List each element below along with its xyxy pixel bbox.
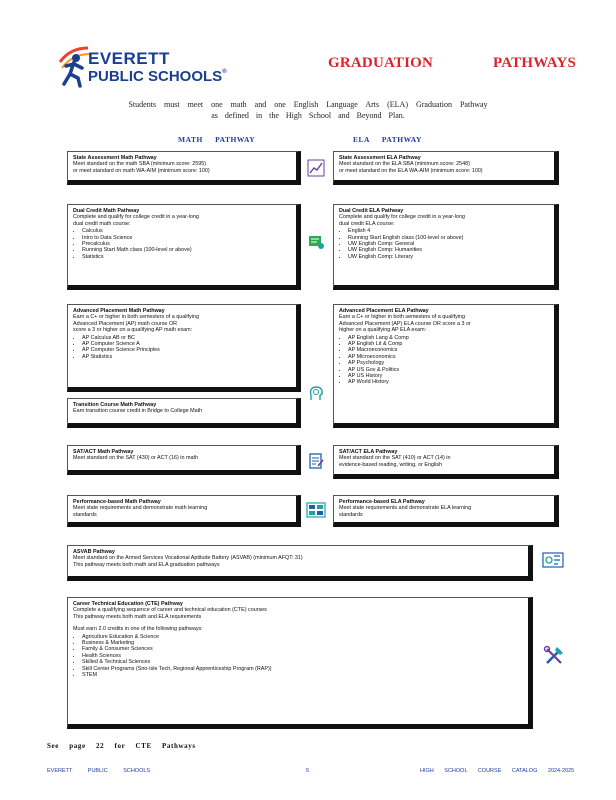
- test-sheet-icon: [306, 451, 326, 471]
- math-transition-box: [67, 398, 301, 428]
- chart-icon: [306, 158, 326, 178]
- box-line: higher on a qualifying AP ELA exam:: [339, 327, 427, 334]
- box-title: Transition Course Math Pathway: [73, 402, 157, 408]
- box-line: Complete a qualifying sequence of career and technical education (CTE) courses: [73, 607, 267, 614]
- logo-line2: PUBLIC SCHOOLS®: [88, 68, 227, 85]
- list-item: • Skilled & Technical Sciences: [82, 659, 523, 665]
- box-line: Meet standard on the ELA SBA (minimum score: 2548): [339, 161, 470, 168]
- box-line: dual credit ELA course:: [339, 220, 395, 227]
- list-item: • AP English Lit & Comp: [348, 341, 549, 347]
- diploma-icon: [306, 232, 326, 252]
- cte-box: [67, 597, 533, 729]
- course-list: [339, 335, 549, 386]
- list-item: • Business & Marketing: [82, 640, 523, 646]
- box-title: SAT/ACT ELA Pathway: [339, 449, 398, 455]
- box-line: This pathway meets both math and ELA graduation pathways: [73, 561, 220, 568]
- ela-ap-box: [333, 304, 559, 428]
- box-line: Earn a C+ or higher in both semesters of a qualifying: [73, 314, 200, 321]
- ela-column-heading: ELA PATHWAY: [353, 135, 422, 144]
- list-item: • STEM: [82, 672, 523, 678]
- box-title: State Assessment ELA Pathway: [339, 155, 421, 161]
- district-logo: [58, 44, 248, 88]
- military-tools-icon: [541, 550, 565, 570]
- box-line: Complete and qualify for college credit in a year-long: [73, 214, 199, 221]
- list-item: • Precalculus: [82, 241, 291, 247]
- hammer-wrench-icon: [542, 646, 566, 666]
- box-title: Performance-based Math Pathway: [73, 499, 161, 505]
- math-sat-act-box: [67, 445, 301, 475]
- list-item: • AP Macroeconomics: [348, 347, 549, 353]
- box-line: Meet standard on the SAT (410) or ACT (14) in: [339, 455, 451, 462]
- list-item: • UW English Comp: General: [348, 241, 549, 247]
- list-item: • AP Psychology: [348, 360, 549, 366]
- footer-right: HIGH SCHOOL COURSE CATALOG 2024-2025: [420, 768, 575, 774]
- box-line: or meet standard on math WA-AIM (minimum score: 100): [73, 167, 210, 174]
- list-item: • Running Start English class (100-level or above): [348, 235, 549, 241]
- box-line: Meet state requirements and demonstrate ELA learning: [339, 505, 472, 512]
- box-line: Advanced Placement (AP) math course OR: [73, 320, 177, 327]
- course-list: [73, 228, 291, 260]
- math-performance-box: [67, 495, 301, 527]
- box-line: or meet standard on the ELA WA-AIM (minimum score: 100): [339, 167, 483, 174]
- asvab-box: [67, 545, 533, 581]
- intro-line2: as defined in the High School and Beyond Plan.: [211, 111, 405, 120]
- box-line: standards: [339, 511, 363, 518]
- box-title: SAT/ACT Math Pathway: [73, 449, 134, 455]
- box-title: Dual Credit Math Pathway: [73, 208, 140, 214]
- list-item: • AP Computer Science Principles: [82, 347, 291, 353]
- box-title: Performance-based ELA Pathway: [339, 499, 425, 505]
- ela-sat-act-box: [333, 445, 559, 479]
- list-item: • Calculus: [82, 228, 291, 234]
- box-line: Meet standard on the math SBA (minimum score: 2595): [73, 161, 207, 168]
- portfolio-icon: [306, 500, 326, 520]
- box-line: Must earn 2.0 credits in one of the following pathways:: [73, 626, 203, 633]
- list-item: • English 4: [348, 228, 549, 234]
- list-item: • AP US History: [348, 373, 549, 379]
- ela-state-assessment-box: [333, 151, 559, 185]
- pathway-list: [73, 634, 523, 679]
- runner-icon: [58, 44, 92, 88]
- math-dual-credit-box: [67, 204, 301, 290]
- box-line: Earn transition course credit in Bridge to College Math: [73, 408, 203, 415]
- intro-line1: Students must meet one math and one English Language Arts (ELA) Graduation Pathway: [128, 100, 488, 109]
- box-line: Meet standard on the Armed Services Vocational Aptitude Battery (ASVAB) (minimum AFQT: 31): [73, 555, 303, 562]
- list-item: • Intro to Data Science: [82, 235, 291, 241]
- box-line: Meet state requirements and demonstrate math learning: [73, 505, 208, 512]
- footer-left: EVERETT PUBLIC SCHOOLS: [47, 768, 151, 774]
- box-line: dual credit math course:: [73, 220, 131, 227]
- box-title: Advanced Placement ELA Pathway: [339, 308, 429, 314]
- ela-performance-box: [333, 495, 559, 527]
- box-line: This pathway meets both math and ELA requirements: [73, 613, 202, 620]
- intro-text: [60, 99, 556, 121]
- math-column-heading: MATH PATHWAY: [178, 135, 256, 144]
- page-number: 5: [306, 768, 310, 774]
- list-item: • AP English Lang & Comp: [348, 335, 549, 341]
- math-state-assessment-box: [67, 151, 301, 185]
- list-item: • AP Calculus AB or BC: [82, 335, 291, 341]
- list-item: • AP Computer Science A: [82, 341, 291, 347]
- box-line: Earn a C+ or higher in both semesters of a qualifying: [339, 314, 466, 321]
- box-title: State Assessment Math Pathway: [73, 155, 157, 161]
- box-line: evidence-based reading, writing, or English: [339, 461, 443, 468]
- box-title: Advanced Placement Math Pathway: [73, 308, 165, 314]
- list-item: • Running Start Math class (100-level or above): [82, 247, 291, 253]
- list-item: • UW English Comp: Literary: [348, 254, 549, 260]
- list-item: • AP US Gov & Politics: [348, 367, 549, 373]
- box-line: standards: [73, 511, 97, 518]
- box-title: Career Technical Education (CTE) Pathway: [73, 601, 183, 607]
- list-item: • UW English Comp: Humanities: [348, 247, 549, 253]
- course-list: [73, 335, 291, 361]
- list-item: • AP Microeconomics: [348, 354, 549, 360]
- logo-line1: EVERETT: [88, 49, 170, 68]
- list-item: • Skill Center Programs (Sno-Isle Tech, Regional Apprenticeship Program (RAP)): [82, 666, 523, 672]
- course-list: [339, 228, 549, 260]
- box-line: Complete and qualify for college credit in a year-long: [339, 214, 465, 221]
- box-title: Dual Credit ELA Pathway: [339, 208, 404, 214]
- box-line: Advanced Placement (AP) ELA course OR score a 3 or: [339, 320, 471, 327]
- box-title: ASVAB Pathway: [73, 549, 115, 555]
- list-item: • Agriculture Education & Science: [82, 634, 523, 640]
- list-item: • AP World History: [348, 379, 549, 385]
- brain-head-icon: [306, 383, 326, 403]
- box-line: score a 3 or higher on a qualifying AP math exam:: [73, 327, 193, 334]
- list-item: • Health Sciences: [82, 653, 523, 659]
- box-line: Meet standard on the SAT (430) or ACT (16) in math: [73, 455, 198, 462]
- list-item: • Statistics: [82, 254, 291, 260]
- ela-dual-credit-box: [333, 204, 559, 290]
- cte-reference-note: See page 22 for CTE Pathways: [47, 742, 196, 750]
- page-title: GRADUATION PATHWAYS: [328, 55, 577, 71]
- list-item: • Family & Consumer Sciences: [82, 646, 523, 652]
- list-item: • AP Statistics: [82, 354, 291, 360]
- math-ap-box: [67, 304, 301, 392]
